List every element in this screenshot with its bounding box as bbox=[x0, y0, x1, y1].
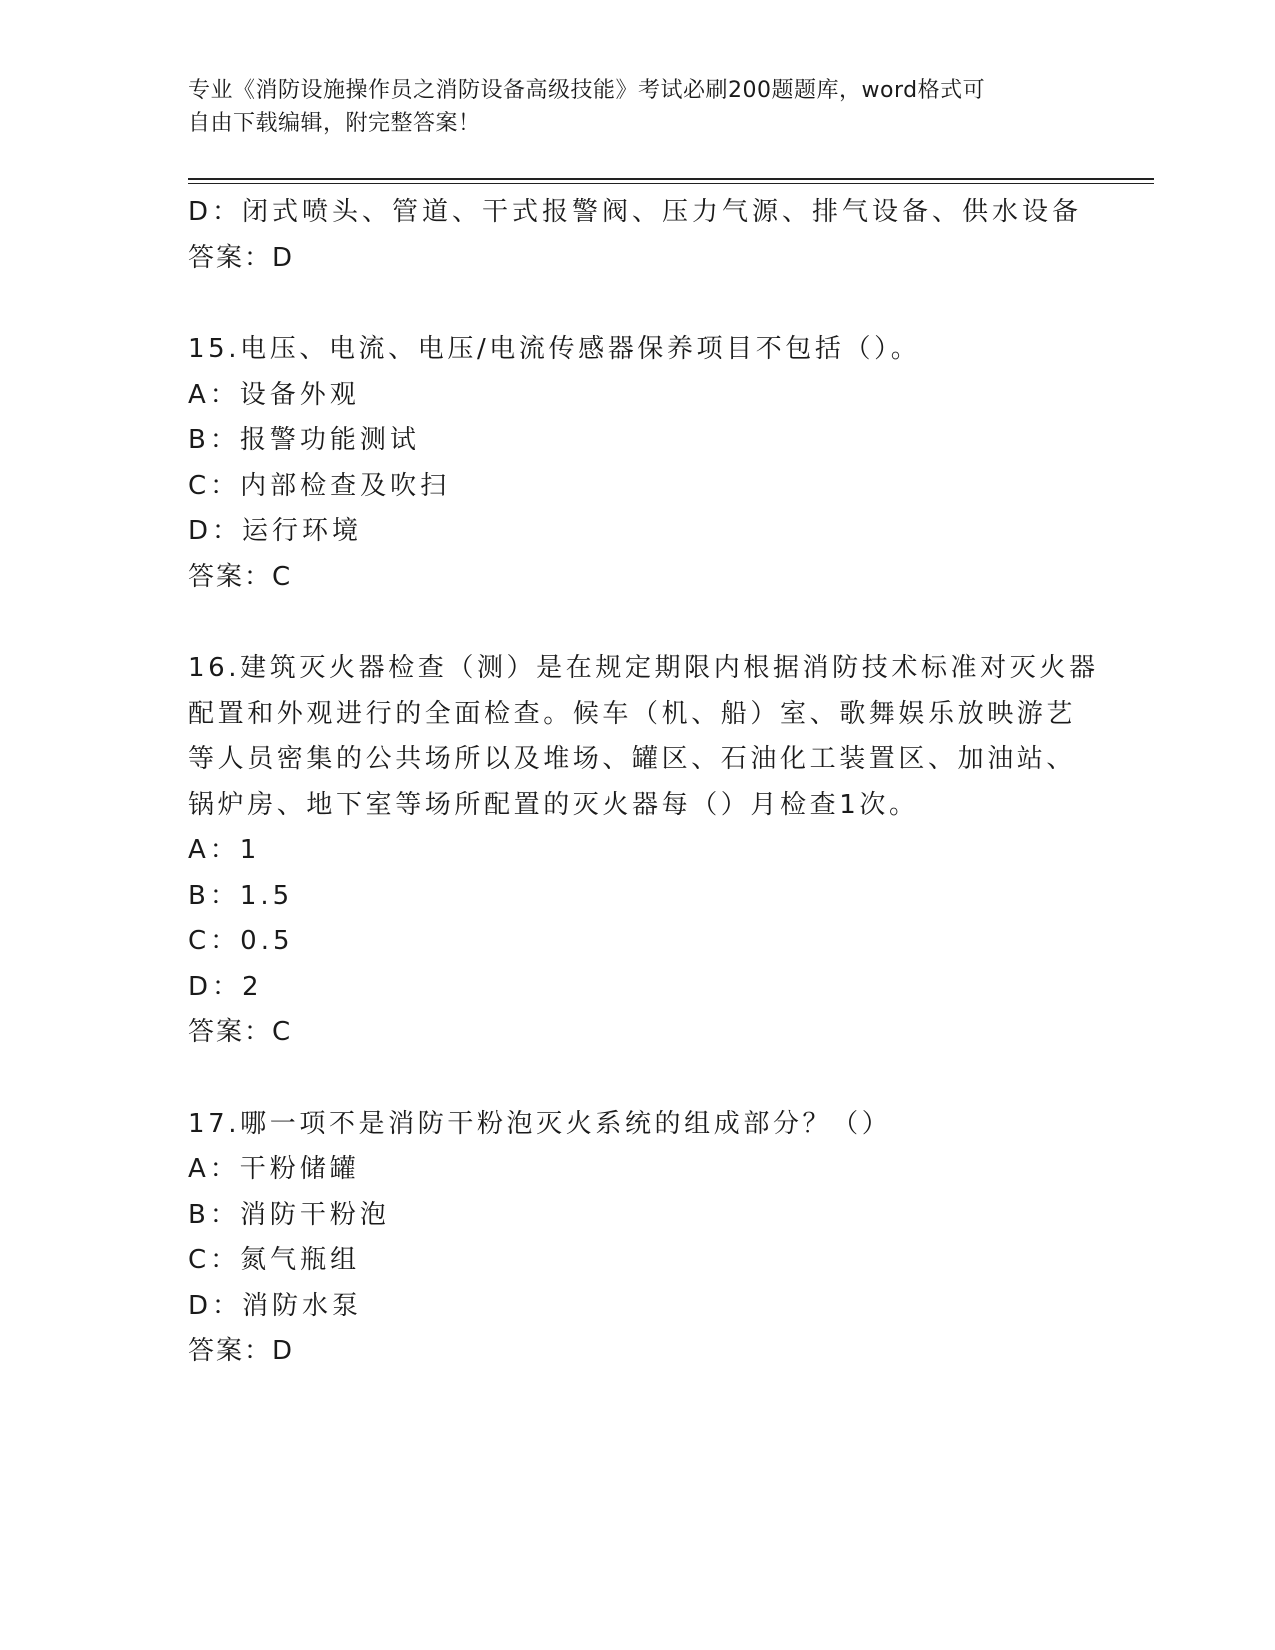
question-17 bbox=[188, 1102, 1128, 1375]
answer: 答案：C bbox=[188, 1017, 293, 1047]
spacer bbox=[188, 281, 1128, 327]
header-rule-thin bbox=[188, 183, 1154, 184]
question-stem-line: 配置和外观进行的全面检查。候车（机、船）室、歌舞娱乐放映游艺 bbox=[188, 698, 1077, 729]
question-stem-line: 16.建筑灭火器检查（测）是在规定期限内根据消防技术标准对灭火器 bbox=[188, 653, 1099, 683]
option-d: D：2 bbox=[188, 971, 263, 1002]
option-b: B：消防干粉泡 bbox=[188, 1199, 390, 1230]
spacer bbox=[188, 1056, 1128, 1102]
option-d: D：运行环境 bbox=[188, 516, 363, 546]
prev-answer: 答案：D bbox=[188, 242, 295, 273]
option-a: A：干粉储罐 bbox=[188, 1154, 360, 1184]
question-stem-line: 锅炉房、地下室等场所配置的灭火器每（）月检查1次。 bbox=[188, 789, 919, 820]
prev-option-d: D：闭式喷头、管道、干式报警阀、压力气源、排气设备、供水设备 bbox=[188, 197, 1083, 227]
header-line-1: 专业《消防设施操作员之消防设备高级技能》考试必刷200题题库，word格式可 bbox=[188, 78, 986, 103]
option-c: C：0.5 bbox=[188, 926, 294, 956]
option-a: A：1 bbox=[188, 835, 261, 865]
question-stem-line: 等人员密集的公共场所以及堆场、罐区、石油化工装置区、加油站、 bbox=[188, 744, 1077, 774]
option-b: B：报警功能测试 bbox=[188, 425, 420, 455]
question-15 bbox=[188, 327, 1128, 600]
question-stem-line: 17.哪一项不是消防干粉泡灭火系统的组成部分？（） bbox=[188, 1108, 892, 1139]
option-a: A：设备外观 bbox=[188, 379, 360, 410]
question-content bbox=[188, 190, 1128, 1375]
question-16 bbox=[188, 646, 1128, 1056]
answer: 答案：C bbox=[188, 561, 293, 592]
option-c: C：氮气瓶组 bbox=[188, 1245, 361, 1275]
header-line-2: 自由下载编辑，附完整答案！ bbox=[188, 111, 481, 136]
question-stem-line: 15.电压、电流、电压/电流传感器保养项目不包括（）。 bbox=[188, 334, 921, 364]
option-b: B：1.5 bbox=[188, 880, 294, 911]
header-rule-thick bbox=[188, 178, 1154, 180]
spacer bbox=[188, 600, 1128, 646]
document-header bbox=[188, 74, 1088, 140]
option-c: C：内部检查及吹扫 bbox=[188, 470, 451, 501]
answer: 答案：D bbox=[188, 1336, 295, 1366]
option-d: D：消防水泵 bbox=[188, 1290, 363, 1321]
